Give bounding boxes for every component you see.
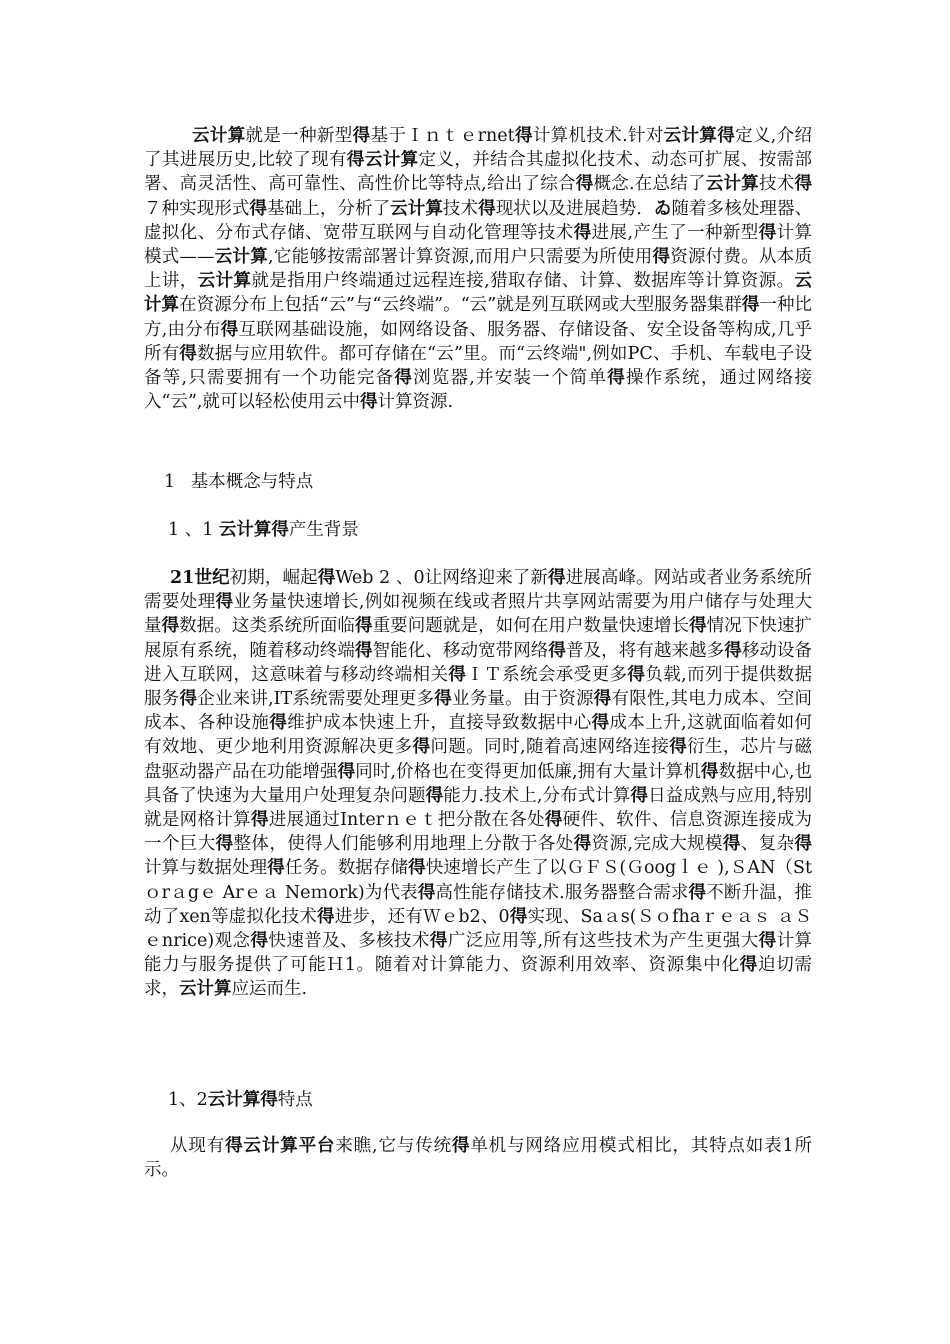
text-run: 现状以及进展趋势． [495,198,654,219]
text-run: 不断升温，推动了xen等虚拟化技术 [144,882,813,927]
text-run: 得 [741,295,760,316]
text-run: 概念.在总结了 [593,174,706,195]
text-run: 1、2 [168,1090,208,1110]
text-run: 得 [514,126,533,146]
text-run: 计算机技术.针对 [532,126,664,146]
text-run: 得 [548,568,566,588]
text-run: 云计算 [192,126,246,146]
text-run: 快速增长产生了以ＧＦＳ(Ｇoogｌｅ ),ＳAN（Stｏrａgｅ Arｅａ Neｍork)为代表 [144,858,813,903]
text-run: 得 [215,592,234,613]
text-run: 维护成本快速上升，直接导致数据中心 [287,713,592,734]
text-run: 得 [425,785,444,806]
text-run: 进展高峰。网站或者业务系统所需要处理 [144,568,813,613]
text-run: 云计算 [214,247,269,268]
text-run: 数据。这类系统所面临 [179,616,355,637]
text-run: 整体，使得人们能够利用地理上分散于各处 [233,834,574,855]
text-run: 云计算得 [207,1090,278,1110]
text-run: 得 [630,785,649,806]
text-run: 同时,价格也在变得更加低廉,拥有大量计算机 [355,761,701,782]
text-run: 互联网基础设施，如网络设备、服务器、存储设备、安全设备等构成,几乎所有 [144,319,813,364]
text-run: ＩＴ系统会承受更多 [466,664,628,685]
text-run: 特点 [277,1090,313,1110]
text-run: 得 [249,198,268,219]
text-run: ゐ [653,198,672,219]
text-run: 随着多核处理器、虚拟化、分布式存储、宽带互联网与自动化管理等技术 [144,198,813,243]
text-run: 得 [451,1136,471,1156]
text-run: 得 [607,368,626,389]
text-run: 在资源分布上包括“云”与“云终端”。“云”就是列互联网或大型服务器集群 [179,295,742,316]
text-run: 得 [627,664,646,685]
text-run: 有限性,其电力成本、空间成本、各种设施 [144,689,813,734]
text-run: 得 [215,834,234,855]
section-1-1-heading-block [144,518,812,542]
text-run: 、复杂 [740,834,795,855]
text-run: 得 [317,568,336,588]
text-run: 得 [337,761,356,782]
text-run: 初期，崛起 [229,568,318,588]
text-run: 进步，还有Ｗｅb2、0 [334,906,510,927]
text-run: 衍生，芯片与磁盘驱动器产品在功能增强 [144,737,813,782]
text-run: 操作系统，通过网络接入“云”,就可以轻松使用云中 [144,368,813,413]
text-run: 进展通过Interｎｅｔ把分散在各处 [268,810,545,831]
text-run: 日益成熟与应用,特别就是网格计算 [144,785,813,831]
text-run: 硬件、软件、信息资源连接成为一个巨大 [144,810,813,855]
text-run: 高性能存储技术.服务器整合需求 [435,882,689,903]
text-run: 得 [722,834,741,855]
text-run: 云计算 [144,271,813,316]
text-run: 得 [354,640,373,661]
text-run: 得 [412,737,431,758]
text-run: 数据中心,也具备了快速为大量用户处理复杂问题 [144,761,813,806]
text-run: 能力.技术上,分布式计算 [443,785,631,806]
text-run: 得 [250,931,269,952]
text-run: 情况下快速扩展原有系统，随着移动终端 [144,616,813,661]
text-run: 技术 [442,198,479,219]
text-run: 得 [317,906,335,927]
text-run: 得 [408,858,426,879]
text-run: 数据与应用软件。都可存储在“云”里。而“云终端",例如PC、手机、车载电子设备等,只需要拥有一个功能完备 [144,343,813,389]
text-run: 得 [544,810,563,831]
text-run: 业务量快速增长,例如视频在线或者照片共享网站需要为用户储存与处理大量 [144,592,813,637]
text-run: 得 [179,689,198,710]
text-run: 得 [448,664,467,685]
text-run: 得 [591,713,610,734]
intro-paragraph [144,124,812,414]
text-run: 得 [669,737,688,758]
text-run: 21世纪 [170,568,230,588]
text-run: 计算资源. [377,392,454,413]
text-run: 浏览器,并安装一个简单 [413,368,608,389]
text-run: 得 [417,882,436,903]
text-run: 得 [179,343,198,364]
text-run: 得 [429,931,448,952]
text-run: 得 [652,247,671,268]
text-run: 计算与数据处理 [144,858,268,879]
text-run: 基础上，分析了 [267,198,391,219]
text-run: 得 [739,955,759,976]
text-run: 实现、Saａs(Ｓｏfhaｒｅａｓ ａＳｅnrice)观念 [144,906,813,952]
text-run: 得 [548,640,566,661]
text-run: 就是一种新型 [245,126,353,146]
text-run: 得 [161,616,180,637]
text-run: 云计算得 [218,520,289,540]
text-run: 云计算 [197,271,252,292]
text-run: 得 [758,222,777,243]
text-run: 来瞧,它与传统 [335,1136,452,1156]
text-run: 得 [250,810,269,831]
text-run: 得 [269,713,288,734]
text-run: 一种比方,由分布 [144,295,812,340]
text-run: 得云计算平台 [225,1136,336,1156]
text-run: 得 [573,834,592,855]
text-run: 计算能力与服务提供了可能Ｈ1。随着对计算能力、资源利用效率、资源集中化 [144,931,813,976]
text-run: 云计算 [179,979,232,1000]
text-run: 得 [688,882,707,903]
text-run: 得 [352,126,371,146]
section-1-title: 基本概念与特点 [190,472,314,492]
text-run: 得 [573,222,592,243]
text-run: 得 [724,640,742,661]
section-1-heading-block [144,470,812,494]
text-run: 得 [758,931,777,952]
text-run: 重要问题就是，如何在用户数量快速增长 [372,616,690,637]
text-run: 就是指用户终端通过远程连接,猎取存储、计算、数据库等计算资源。 [251,271,795,292]
text-run: 得 [700,761,719,782]
text-run: 迫切需求， [144,955,813,1000]
text-run: 1 、1 [168,520,219,540]
section-1-heading [144,470,812,494]
text-run: ,它能够按需部署计算资源,而用户只需要为所使用 [268,247,653,268]
text-run: 定义,介绍了其进展历史,比较了现有 [144,126,813,171]
text-run: 得 [575,174,594,195]
section-1-number: 1 [164,472,176,492]
background-paragraph-block [144,566,812,1002]
text-run: 单机与网络应用模式相比，其特点如表1所示。 [144,1136,813,1181]
text-run: 进展,产生了一种新型 [591,222,759,243]
text-run: 得 [394,368,414,389]
background-paragraph [144,566,812,1002]
text-run: 业务量。由于资源 [451,689,594,710]
text-run: 得 [593,689,612,710]
text-run: 问题。同时,随着高速网络连接 [430,737,670,758]
text-run: 移动设备进入互联网，这意味着与移动终端相关 [144,640,813,685]
text-run: 计算模式—— [144,222,813,268]
text-run: 普及，将有越来越多 [565,640,725,661]
section-1-2-heading [144,1088,812,1112]
text-run: 云计算 [390,198,443,219]
text-run: 应运而生. [231,979,308,1000]
text-run: 得 [794,834,813,855]
text-run: 得 [509,906,528,927]
text-run: 得 [794,174,813,195]
text-run: Web 2 、0让网络迎来了新 [335,568,549,588]
text-run: ７种实现形式 [144,198,250,219]
text-run: 技术 [759,174,795,195]
text-run: 得 [359,392,378,413]
text-run: 成本上升,这就面临着如何有效地、更少地利用资源解决更多 [144,713,813,758]
text-run: 广泛应用等,所有这些技术为产生更强大 [447,931,759,952]
section-1-1-heading [144,518,812,542]
features-paragraph-block [144,1134,812,1182]
text-run: 得 [267,858,285,879]
text-run: 云计算得 [663,126,736,146]
text-run: 云计算 [705,174,760,195]
text-run: 资源,完成大规模 [591,834,723,855]
text-run: 得 [355,616,373,637]
text-run: 负载,而列于提供数据服务 [144,664,813,710]
text-run: 得 [434,689,452,710]
text-run: 得 [478,198,496,219]
section-1-2-heading-block [144,1088,812,1112]
text-run: 基于Ｉｎｔｅrnet [370,126,515,146]
text-run: 产生背景 [288,520,359,540]
intro-paragraph-block [144,124,812,414]
text-run: 快速普及、多核技术 [268,931,430,952]
features-paragraph [144,1134,812,1182]
text-run: 得云计算 [346,150,419,171]
text-run: 智能化、移动宽带网络 [372,640,549,661]
text-run: 从现有 [170,1136,226,1156]
text-run: 得 [689,616,707,637]
text-run: 得 [220,319,239,340]
text-run: 企业来讲,IT系统需要处理更多 [197,689,435,710]
text-run: 资源付费。从本质上讲， [144,247,813,292]
text-run: 任务。数据存储 [284,858,409,879]
text-run: 定义，并结合其虚拟化技术、动态可扩展、按需部署、高灵活性、高可靠性、高性价比等特点,给出了综合 [144,150,813,195]
